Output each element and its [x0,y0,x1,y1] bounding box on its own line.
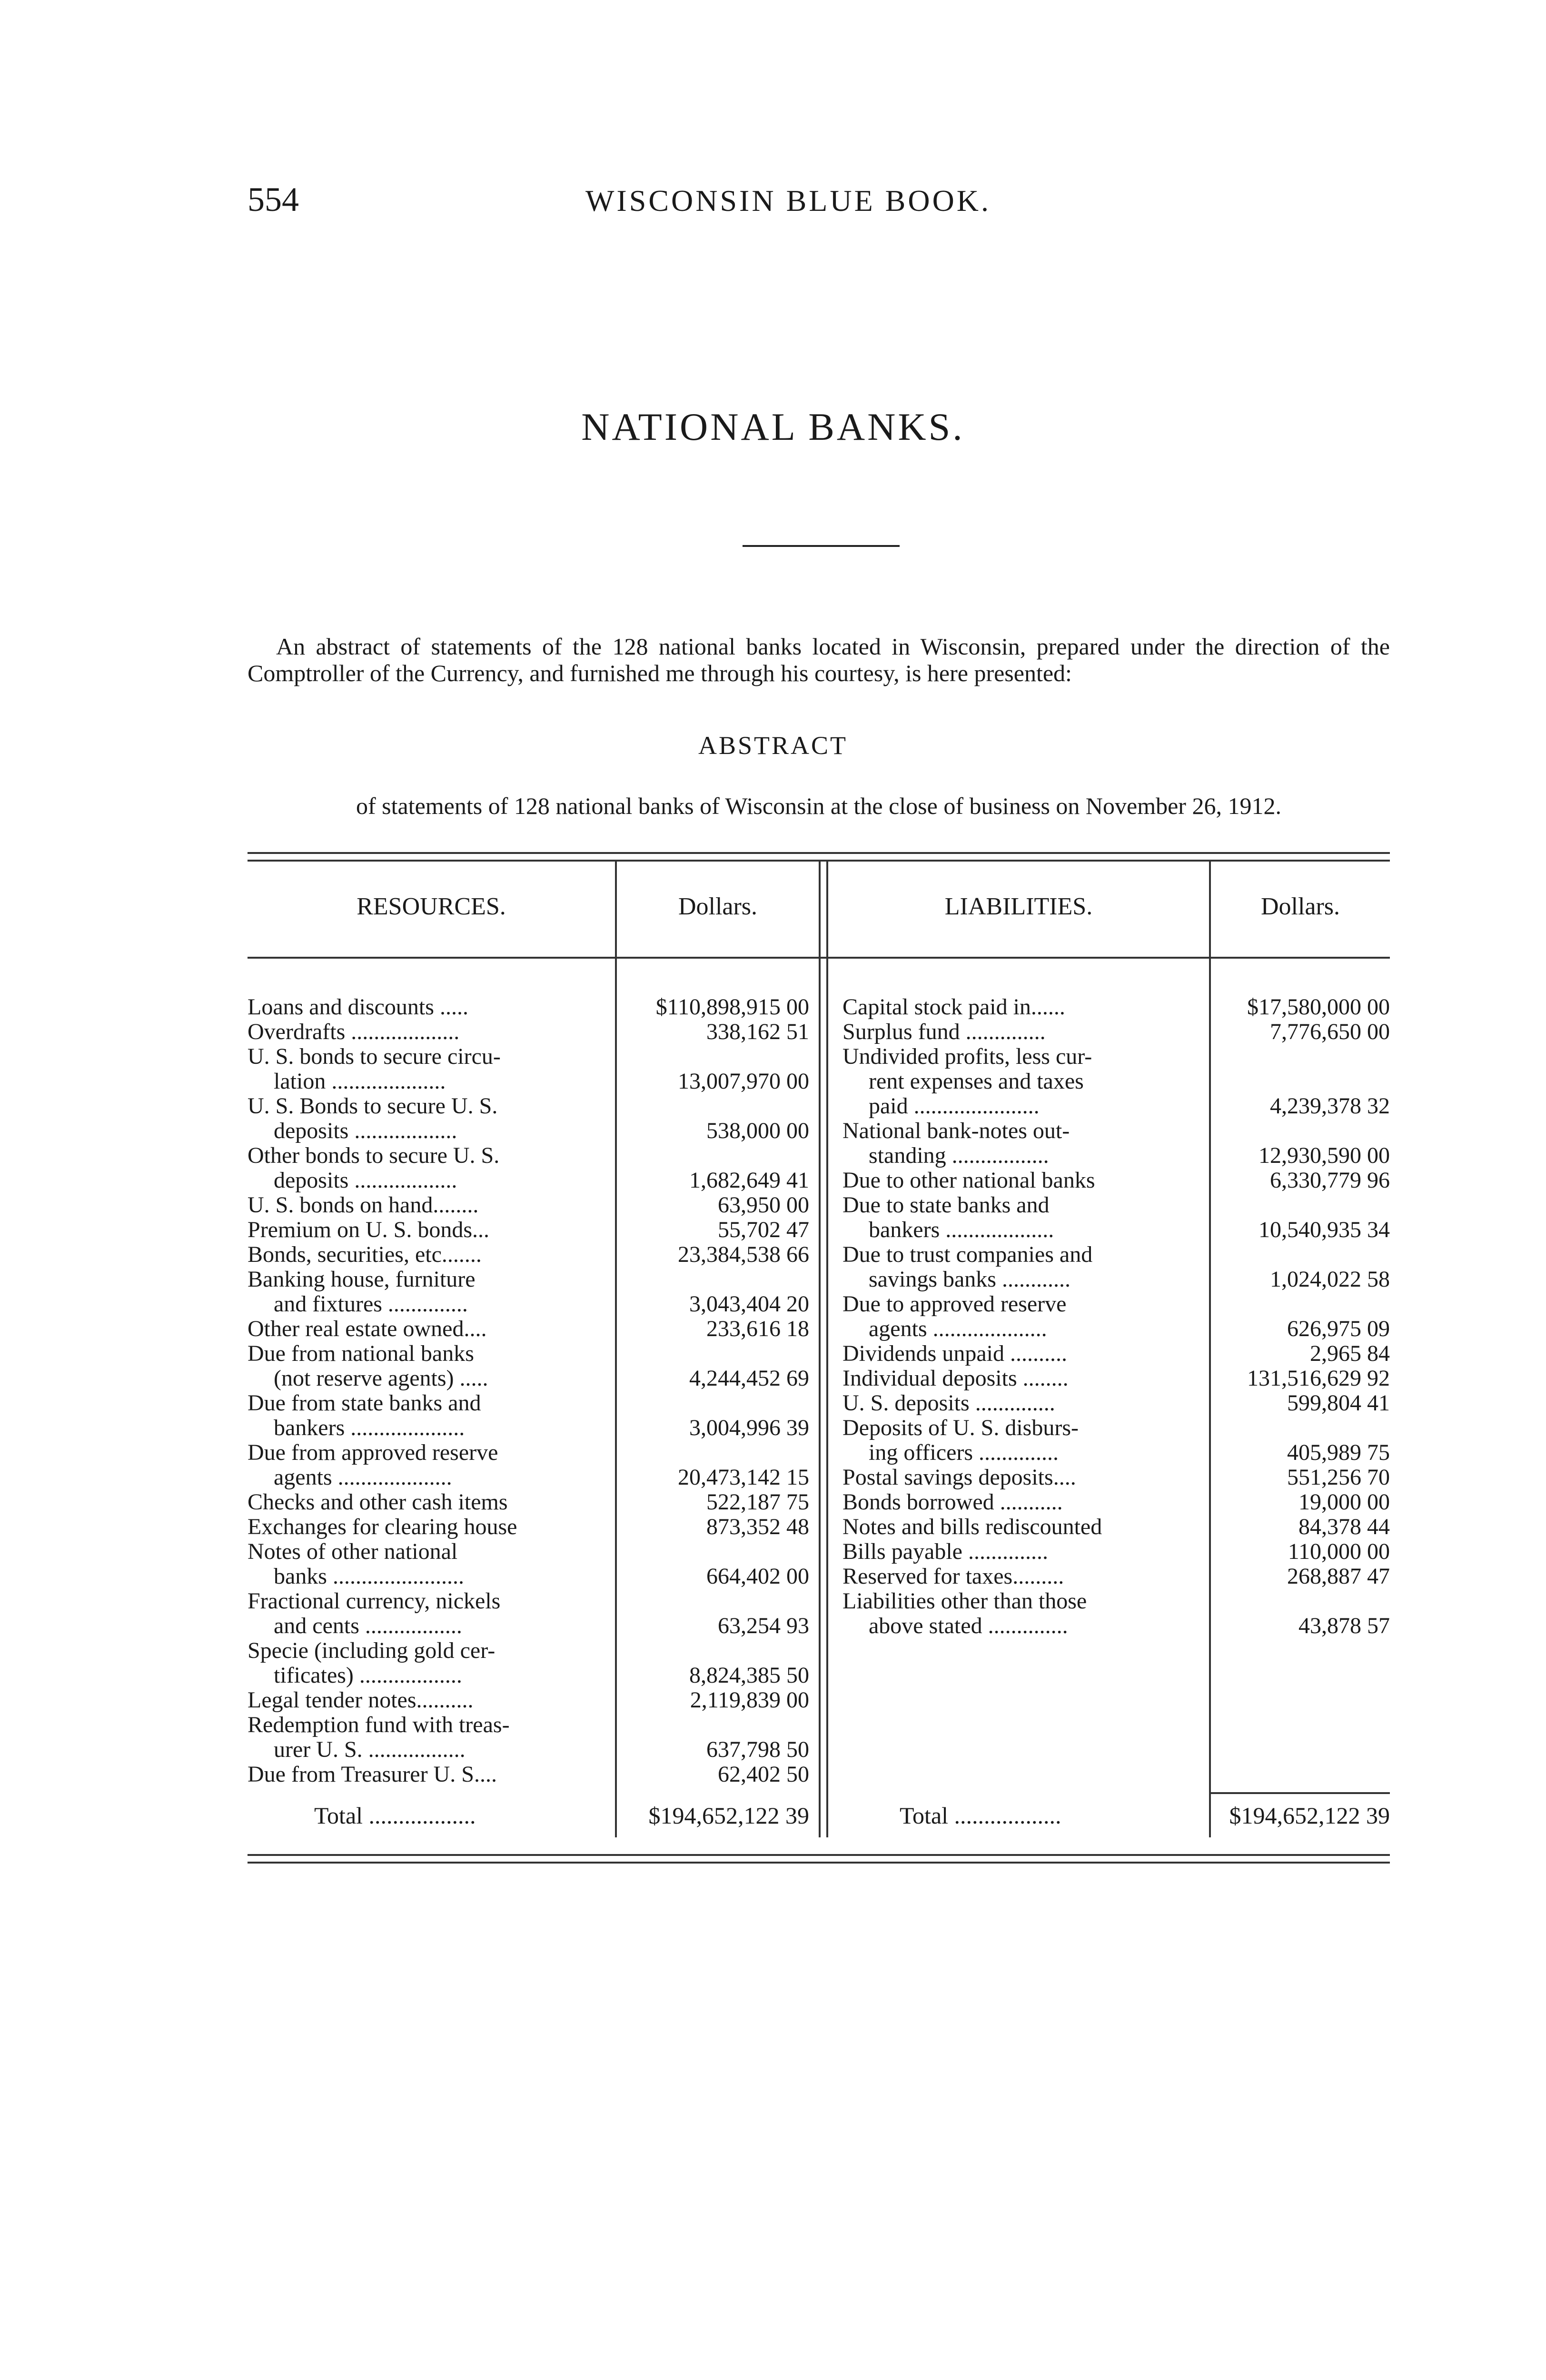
liabilities-row [842,1366,1390,1391]
liabilities-item-label: paid ...................... [869,1094,1040,1119]
liabilities-item-label: Surplus fund .............. [842,1020,1046,1044]
liabilities-row [842,1020,1390,1044]
resources-item-amount: 1,682,649 41 [689,1168,809,1193]
liabilities-row [842,1119,1390,1143]
resources-row [248,1638,809,1663]
liabilities-item-label: standing ................. [869,1143,1049,1168]
resources-item-amount: 522,187 75 [706,1489,809,1515]
liabilities-item-amount: 4,239,378 32 [1270,1093,1390,1119]
liabilities-item-label: National bank-notes out- [842,1119,1070,1143]
section-title: NATIONAL BANKS. [581,405,965,448]
liabilities-rows [842,995,1390,1638]
resources-header: RESOURCES. [357,893,506,920]
liabilities-item-amount: $17,580,000 00 [1247,994,1390,1020]
liabilities-item-amount: 626,975 09 [1287,1316,1390,1341]
resources-row [248,1465,809,1490]
resources-row [248,1564,809,1589]
resources-row [248,1094,809,1119]
resources-item-amount: 63,950 00 [718,1192,809,1218]
resources-item-amount: 20,473,142 15 [678,1465,809,1490]
liabilities-item-label: U. S. deposits .............. [842,1391,1055,1416]
resources-row [248,1737,809,1762]
resources-row [248,1317,809,1341]
resources-row [248,1614,809,1638]
resources-item-label: Loans and discounts ..... [248,995,468,1020]
liabilities-item-label: Individual deposits ........ [842,1366,1069,1391]
resources-item-label: Due from approved reserve [248,1440,498,1465]
resources-row [248,1515,809,1539]
liabilities-row [842,1614,1390,1638]
resources-item-amount: 338,162 51 [706,1019,809,1044]
resources-row [248,1440,809,1465]
resources-item-label: bankers .................... [274,1416,465,1440]
liabilities-item-amount: 10,540,935 34 [1259,1217,1390,1242]
resources-item-label: (not reserve agents) ..... [274,1366,488,1391]
resources-row [248,1391,809,1416]
liabilities-row [842,1341,1390,1366]
column-divider-2 [819,862,821,1837]
liabilities-item-label: Deposits of U. S. disburs- [842,1416,1079,1440]
resources-row [248,1490,809,1515]
liabilities-item-label: rent expenses and taxes [869,1069,1084,1094]
liabilities-item-label: above stated .............. [869,1614,1068,1638]
liabilities-row [842,1242,1390,1267]
intro-paragraph: An abstract of statements of the 128 national banks located in Wisconsin, prepared under the direction of the Comptroller of the Currency, and furnished me through his courtesy, is here presented: [248,633,1390,686]
resources-row [248,1292,809,1317]
dollars-header-right: Dollars. [1260,893,1340,920]
resources-item-label: Checks and other cash items [248,1490,508,1515]
liabilities-row [842,1069,1390,1094]
resources-item-label: Specie (including gold cer- [248,1638,496,1663]
liabilities-item-label: Due to trust companies and [842,1242,1093,1267]
resources-item-label: Other real estate owned.... [248,1317,487,1341]
resources-row [248,995,809,1020]
liabilities-item-amount: 599,804 41 [1287,1390,1390,1416]
liabilities-item-label: Bonds borrowed ........... [842,1490,1063,1515]
resources-item-amount: 62,402 50 [718,1762,809,1787]
liabilities-item-label: Reserved for taxes......... [842,1564,1064,1589]
liabilities-total-label: Total .................. [900,1802,1061,1829]
resources-item-label: and fixtures .............. [274,1292,468,1317]
liabilities-item-label: Notes and bills rediscounted [842,1515,1102,1539]
liabilities-row [842,1539,1390,1564]
liabilities-item-amount: 110,000 00 [1288,1539,1390,1564]
liabilities-item-amount: 2,965 84 [1310,1341,1390,1366]
resources-item-label: Overdrafts ................... [248,1020,460,1044]
resources-item-label: Fractional currency, nickels [248,1589,501,1614]
resources-item-label: lation .................... [274,1069,446,1094]
resources-row [248,1218,809,1242]
resources-row [248,1267,809,1292]
resources-item-amount: 4,244,452 69 [689,1366,809,1391]
liabilities-row [842,1317,1390,1341]
table-top-rule [248,852,1390,854]
resources-row [248,1713,809,1737]
title-rule [743,545,900,547]
resources-row [248,1341,809,1366]
liabilities-item-amount: 43,878 57 [1298,1613,1390,1638]
resources-item-label: Due from Treasurer U. S.... [248,1762,497,1787]
resources-item-label: Banking house, furniture [248,1267,476,1292]
resources-item-amount: 55,702 47 [718,1217,809,1242]
resources-item-label: and cents ................. [274,1614,462,1638]
resources-item-amount: 664,402 00 [706,1564,809,1589]
abstract-subheading: of statements of 128 national banks of Wisconsin at the close of business on November 26, 1912. [356,793,1281,819]
resources-item-label: Exchanges for clearing house [248,1515,517,1539]
resources-item-amount: 3,043,404 20 [689,1291,809,1317]
resources-row [248,1416,809,1440]
resources-row [248,1069,809,1094]
resources-item-amount: 233,616 18 [706,1316,809,1341]
liabilities-row [842,1490,1390,1515]
resources-item-amount: 637,798 50 [706,1737,809,1762]
resources-row [248,1688,809,1713]
resources-total-amount: $194,652,122 39 [648,1802,809,1829]
liabilities-item-label: bankers ................... [869,1218,1054,1242]
table-bottom-rule [248,1854,1390,1856]
resources-item-label: U. S. bonds on hand........ [248,1193,479,1218]
resources-item-label: deposits .................. [274,1119,457,1143]
resources-row [248,1762,809,1787]
resources-row [248,1044,809,1069]
page-number: 554 [248,180,299,218]
resources-item-label: Due from national banks [248,1341,474,1366]
liabilities-item-amount: 19,000 00 [1298,1489,1390,1515]
liabilities-row [842,1589,1390,1614]
resources-item-label: U. S. bonds to secure circu- [248,1044,501,1069]
resources-row [248,1366,809,1391]
totals-top-rule [1209,1792,1390,1794]
liabilities-item-label: agents .................... [869,1317,1047,1341]
resources-item-amount: 13,007,970 00 [678,1069,809,1094]
resources-row [248,1193,809,1218]
resources-item-amount: 3,004,996 39 [689,1415,809,1440]
abstract-heading: ABSTRACT [698,731,848,760]
liabilities-item-amount: 551,256 70 [1287,1465,1390,1490]
resources-item-label: agents .................... [274,1465,452,1490]
resources-row [248,1663,809,1688]
liabilities-row [842,1218,1390,1242]
resources-item-label: urer U. S. ................. [274,1737,466,1762]
resources-row [248,1143,809,1168]
resources-item-amount: 23,384,538 66 [678,1242,809,1267]
resources-item-label: Notes of other national [248,1539,458,1564]
table-bottom-rule-2 [248,1862,1390,1864]
liabilities-row [842,1515,1390,1539]
liabilities-row [842,1564,1390,1589]
resources-item-label: Due from state banks and [248,1391,481,1416]
resources-item-label: tificates) .................. [274,1663,462,1688]
resources-row [248,1242,809,1267]
liabilities-item-amount: 131,516,629 92 [1247,1366,1390,1391]
liabilities-item-label: savings banks ............ [869,1267,1070,1292]
resources-item-amount: $110,898,915 00 [655,994,809,1020]
liabilities-item-label: Due to state banks and [842,1193,1050,1218]
resources-item-label: Other bonds to secure U. S. [248,1143,500,1168]
liabilities-row [842,1168,1390,1193]
liabilities-item-amount: 6,330,779 96 [1270,1168,1390,1193]
liabilities-item-label: Liabilities other than those [842,1589,1087,1614]
resources-row [248,1539,809,1564]
resources-item-label: Bonds, securities, etc....... [248,1242,482,1267]
liabilities-row [842,1267,1390,1292]
resources-row [248,1119,809,1143]
resources-item-amount: 2,119,839 00 [690,1687,809,1713]
liabilities-row [842,1143,1390,1168]
liabilities-item-amount: 268,887 47 [1287,1564,1390,1589]
column-divider-3 [826,862,828,1837]
liabilities-item-label: Postal savings deposits.... [842,1465,1076,1490]
resources-item-label: deposits .................. [274,1168,457,1193]
resources-item-label: Redemption fund with treas- [248,1713,510,1737]
liabilities-item-amount: 84,378 44 [1298,1514,1390,1539]
running-head: WISCONSIN BLUE BOOK. [585,184,991,218]
resources-row [248,1589,809,1614]
resources-row [248,1168,809,1193]
liabilities-item-label: Due to other national banks [842,1168,1095,1193]
liabilities-row [842,1440,1390,1465]
liabilities-row [842,1044,1390,1069]
dollars-header-left: Dollars. [678,893,758,920]
liabilities-row [842,1465,1390,1490]
liabilities-item-label: Dividends unpaid .......... [842,1341,1067,1366]
resources-item-amount: 538,000 00 [706,1118,809,1143]
liabilities-item-label: Due to approved reserve [842,1292,1067,1317]
resources-total-label: Total .................. [314,1802,476,1829]
liabilities-row [842,1416,1390,1440]
liabilities-row [842,1391,1390,1416]
resources-rows [248,995,809,1787]
liabilities-header: LIABILITIES. [944,893,1093,920]
resources-item-label: Legal tender notes.......... [248,1688,474,1713]
resources-row [248,1020,809,1044]
liabilities-row [842,995,1390,1020]
liabilities-item-amount: 1,024,022 58 [1270,1267,1390,1292]
resources-item-amount: 63,254 93 [718,1613,809,1638]
resources-item-amount: 8,824,385 50 [689,1663,809,1688]
liabilities-item-amount: 12,930,590 00 [1259,1143,1390,1168]
resources-item-label: banks ....................... [274,1564,464,1589]
liabilities-row [842,1193,1390,1218]
liabilities-item-amount: 405,989 75 [1287,1440,1390,1465]
liabilities-item-label: Capital stock paid in...... [842,995,1065,1020]
liabilities-item-label: Bills payable .............. [842,1539,1048,1564]
liabilities-item-amount: 7,776,650 00 [1270,1019,1390,1044]
liabilities-item-label: Undivided profits, less cur- [842,1044,1092,1069]
liabilities-item-label: ing officers .............. [869,1440,1059,1465]
liabilities-row [842,1094,1390,1119]
liabilities-total-amount: $194,652,122 39 [1229,1802,1390,1829]
resources-item-label: U. S. Bonds to secure U. S. [248,1094,498,1119]
resources-item-amount: 873,352 48 [706,1514,809,1539]
liabilities-row [842,1292,1390,1317]
resources-item-label: Premium on U. S. bonds... [248,1218,490,1242]
